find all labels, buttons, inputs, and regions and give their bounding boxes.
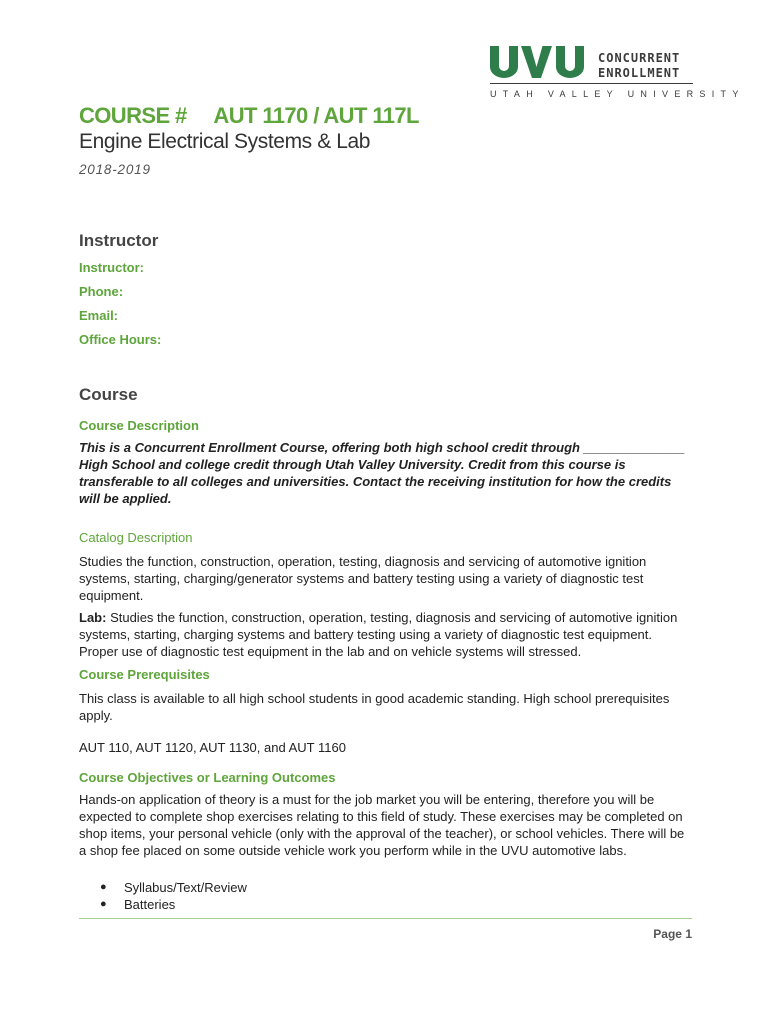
course-label: COURSE # [79,103,187,128]
prerequisite-courses: AUT 110, AUT 1120, AUT 1130, and AUT 1160 [79,740,346,755]
catalog-description-text: Studies the function, construction, operation, testing, diagnosis and servicing of automotive ignition systems, starting, charging/generator systems and battery testing using a variety of diagnostic test equipment. [79,554,647,603]
email-field-label: Email: [79,308,119,323]
objectives-bullet-list [100,879,247,913]
footer-divider [79,918,692,919]
course-description-heading: Course Description [79,418,199,433]
uvu-logo-mark [490,46,590,78]
lab-description-text: Studies the function, construction, operation, testing, diagnosis and servicing of automotive ignition systems, starting, charging systems and battery testing using a variety of diagnostic test equipment. Proper use of diagnostic test equipment in the lab and on vehicle systems will stressed. [79,610,678,659]
list-item [100,896,247,913]
catalog-description-heading: Catalog Description [79,530,193,545]
page-number: Page 1 [653,927,692,941]
course-prerequisites-heading: Course Prerequisites [79,667,210,682]
bullet-icon: ● [100,881,107,893]
course-number: AUT 1170 / AUT 117L [213,103,419,128]
instructor-field-label: Instructor: [79,260,144,275]
list-item [100,879,247,896]
course-name: Engine Electrical Systems & Lab [79,130,371,153]
prerequisites-text: This class is available to all high school students in good academic standing. High school prerequisites apply. [79,691,670,723]
logo-line-concurrent: CONCURRENT [598,51,681,65]
instructor-heading: Instructor [79,231,159,250]
office-hours-field-label: Office Hours: [79,332,162,347]
logo-line-enrollment: ENROLLMENT [598,66,681,80]
uvu-concurrent-enrollment-logo [490,46,745,102]
list-item-text: Syllabus/Text/Review [124,880,247,895]
course-heading: Course [79,385,138,404]
objectives-text: Hands-on application of theory is a must for the job market you will be entering, therefore you will be expected to complete shop exercises relating to this field of study. These exercises may be completed on shop items, your personal vehicle (only with the approval of the teacher), or school vehicles. There will be a shop fee placed on some outside vehicle work you perform while in the UVU automotive labs. [79,792,685,858]
lab-description [79,609,694,660]
academic-year: 2018-2019 [79,162,151,177]
course-objectives-heading: Course Objectives or Learning Outcomes [79,770,336,785]
list-item-text: Batteries [124,897,176,912]
course-number-title [79,103,419,129]
logo-divider [490,83,693,84]
bullet-icon: ● [100,898,107,910]
course-description-text: This is a Concurrent Enrollment Course, offering both high school credit through ______________ High School and college credit through Utah Valley University. Credit from this course is transferable to all colleges and universities. Contact the receiving institution for how the credits will be applied. [79,440,685,506]
phone-field-label: Phone: [79,284,124,299]
logo-university-name: UTAH VALLEY UNIVERSITY [490,89,745,99]
lab-label: Lab: [79,610,107,625]
